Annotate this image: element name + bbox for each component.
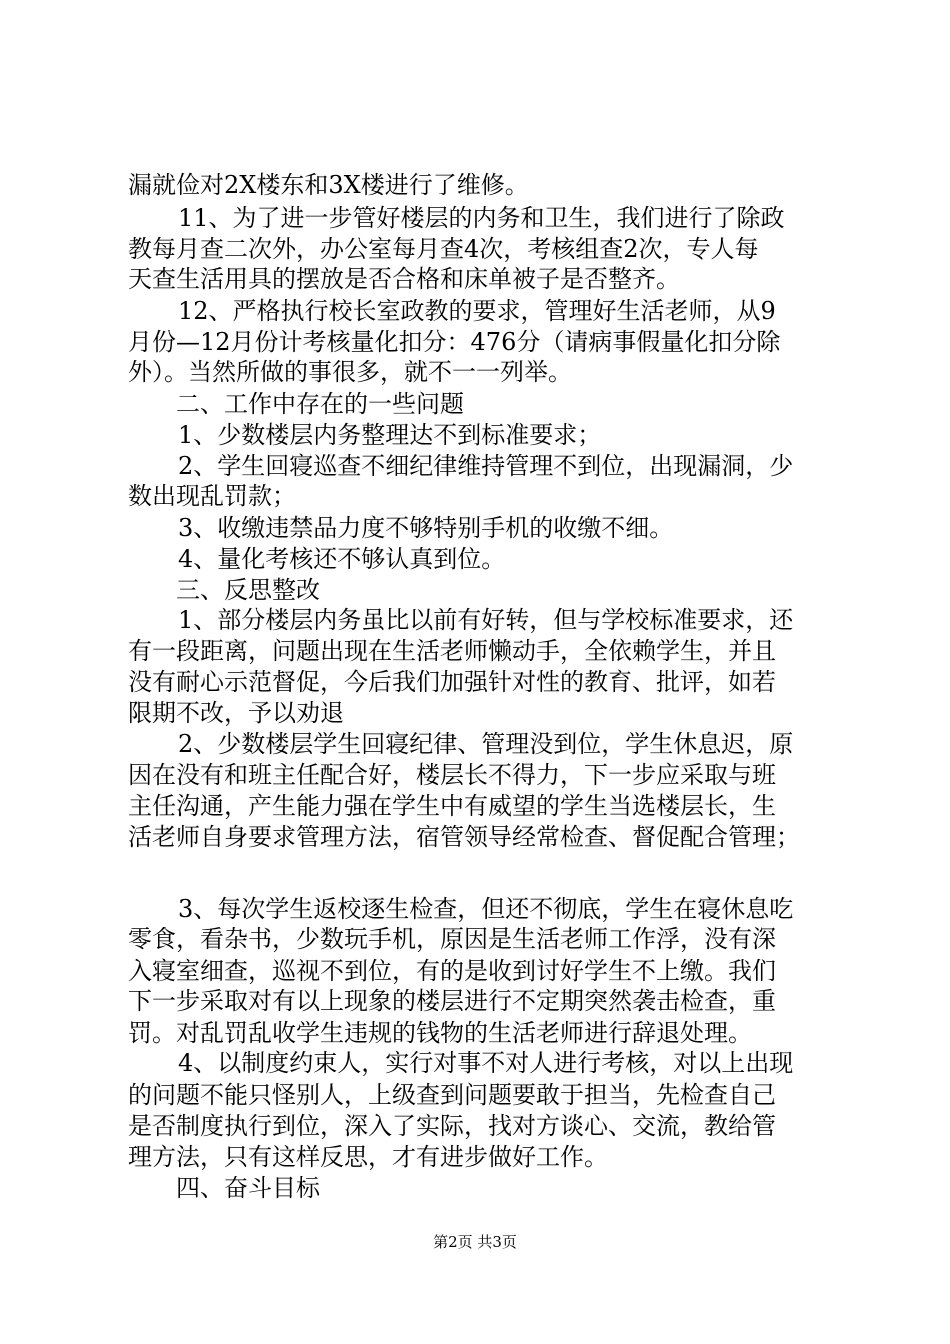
text-line: 12、严格执行校长室政教的要求，管理好生活老师，从9 (178, 297, 776, 325)
text-line: 1、少数楼层内务整理达不到标准要求； (178, 421, 602, 449)
text-line: 理方法，只有这样反思，才有进步做好工作。 (128, 1143, 608, 1171)
text-line: 限期不改，予以劝退 (128, 699, 344, 727)
text-line: 的问题不能只怪别人，上级查到问题要敢于担当，先检查自己 (128, 1081, 776, 1109)
text-line: 数出现乱罚款； (128, 482, 296, 510)
text-line: 1、部分楼层内务虽比以前有好转，但与学校标准要求，还 (178, 606, 794, 634)
text-line: 4、以制度约束人，实行对事不对人进行考核，对以上出现 (178, 1049, 794, 1077)
text-line: 天查生活用具的摆放是否合格和床单被子是否整齐。 (128, 265, 680, 293)
text-line: 教每月查二次外，办公室每月查4次，考核组查2次，专人每 (128, 235, 759, 263)
text-line: 4、量化考核还不够认真到位。 (178, 545, 506, 573)
text-line: 2、少数楼层学生回寝纪律、管理没到位，学生休息迟，原 (178, 730, 794, 758)
text-line: 三、反思整改 (176, 576, 320, 604)
text-line: 3、每次学生返校逐生检查，但还不彻底，学生在寝休息吃 (178, 895, 794, 923)
text-line: 2、学生回寝巡查不细纪律维持管理不到位，出现漏洞，少 (178, 452, 794, 480)
text-line: 11、为了进一步管好楼层的内务和卫生，我们进行了除政 (178, 204, 785, 232)
text-line: 二、工作中存在的一些问题 (176, 390, 464, 418)
text-line: 主任沟通，产生能力强在学生中有威望的学生当选楼层长，生 (128, 792, 776, 820)
text-line: 月份—12月份计考核量化扣分：476分（请病事假量化扣分除 (128, 328, 781, 356)
text-line: 零食，看杂书，少数玩手机，原因是生活老师工作浮，没有深 (128, 925, 776, 953)
text-line: 没有耐心示范督促，今后我们加强针对性的教育、批评，如若 (128, 668, 776, 696)
text-line: 罚。对乱罚乱收学生违规的钱物的生活老师进行辞退处理。 (128, 1019, 752, 1047)
text-line: 外）。当然所做的事很多，就不一一列举。 (128, 358, 572, 386)
text-line: 因在没有和班主任配合好，楼层长不得力，下一步应采取与班 (128, 761, 776, 789)
text-line: 漏就俭对2X楼东和3X楼进行了维修。 (128, 171, 529, 199)
text-line: 四、奋斗目标 (176, 1174, 320, 1202)
text-line: 3、收缴违禁品力度不够特别手机的收缴不细。 (178, 514, 674, 542)
text-line: 下一步采取对有以上现象的楼层进行不定期突然袭击检查，重 (128, 987, 776, 1015)
text-line: 是否制度执行到位，深入了实际，找对方谈心、交流，教给管 (128, 1112, 776, 1140)
text-line: 有一段距离，问题出现在生活老师懒动手，全依赖学生，并且 (128, 637, 776, 665)
text-line: 活老师自身要求管理方法，宿管领导经常检查、督促配合管理； (128, 823, 800, 851)
text-line: 入寝室细查，巡视不到位，有的是收到讨好学生不上缴。我们 (128, 957, 776, 985)
page-number: 第2页 共3页 (433, 1233, 517, 1251)
